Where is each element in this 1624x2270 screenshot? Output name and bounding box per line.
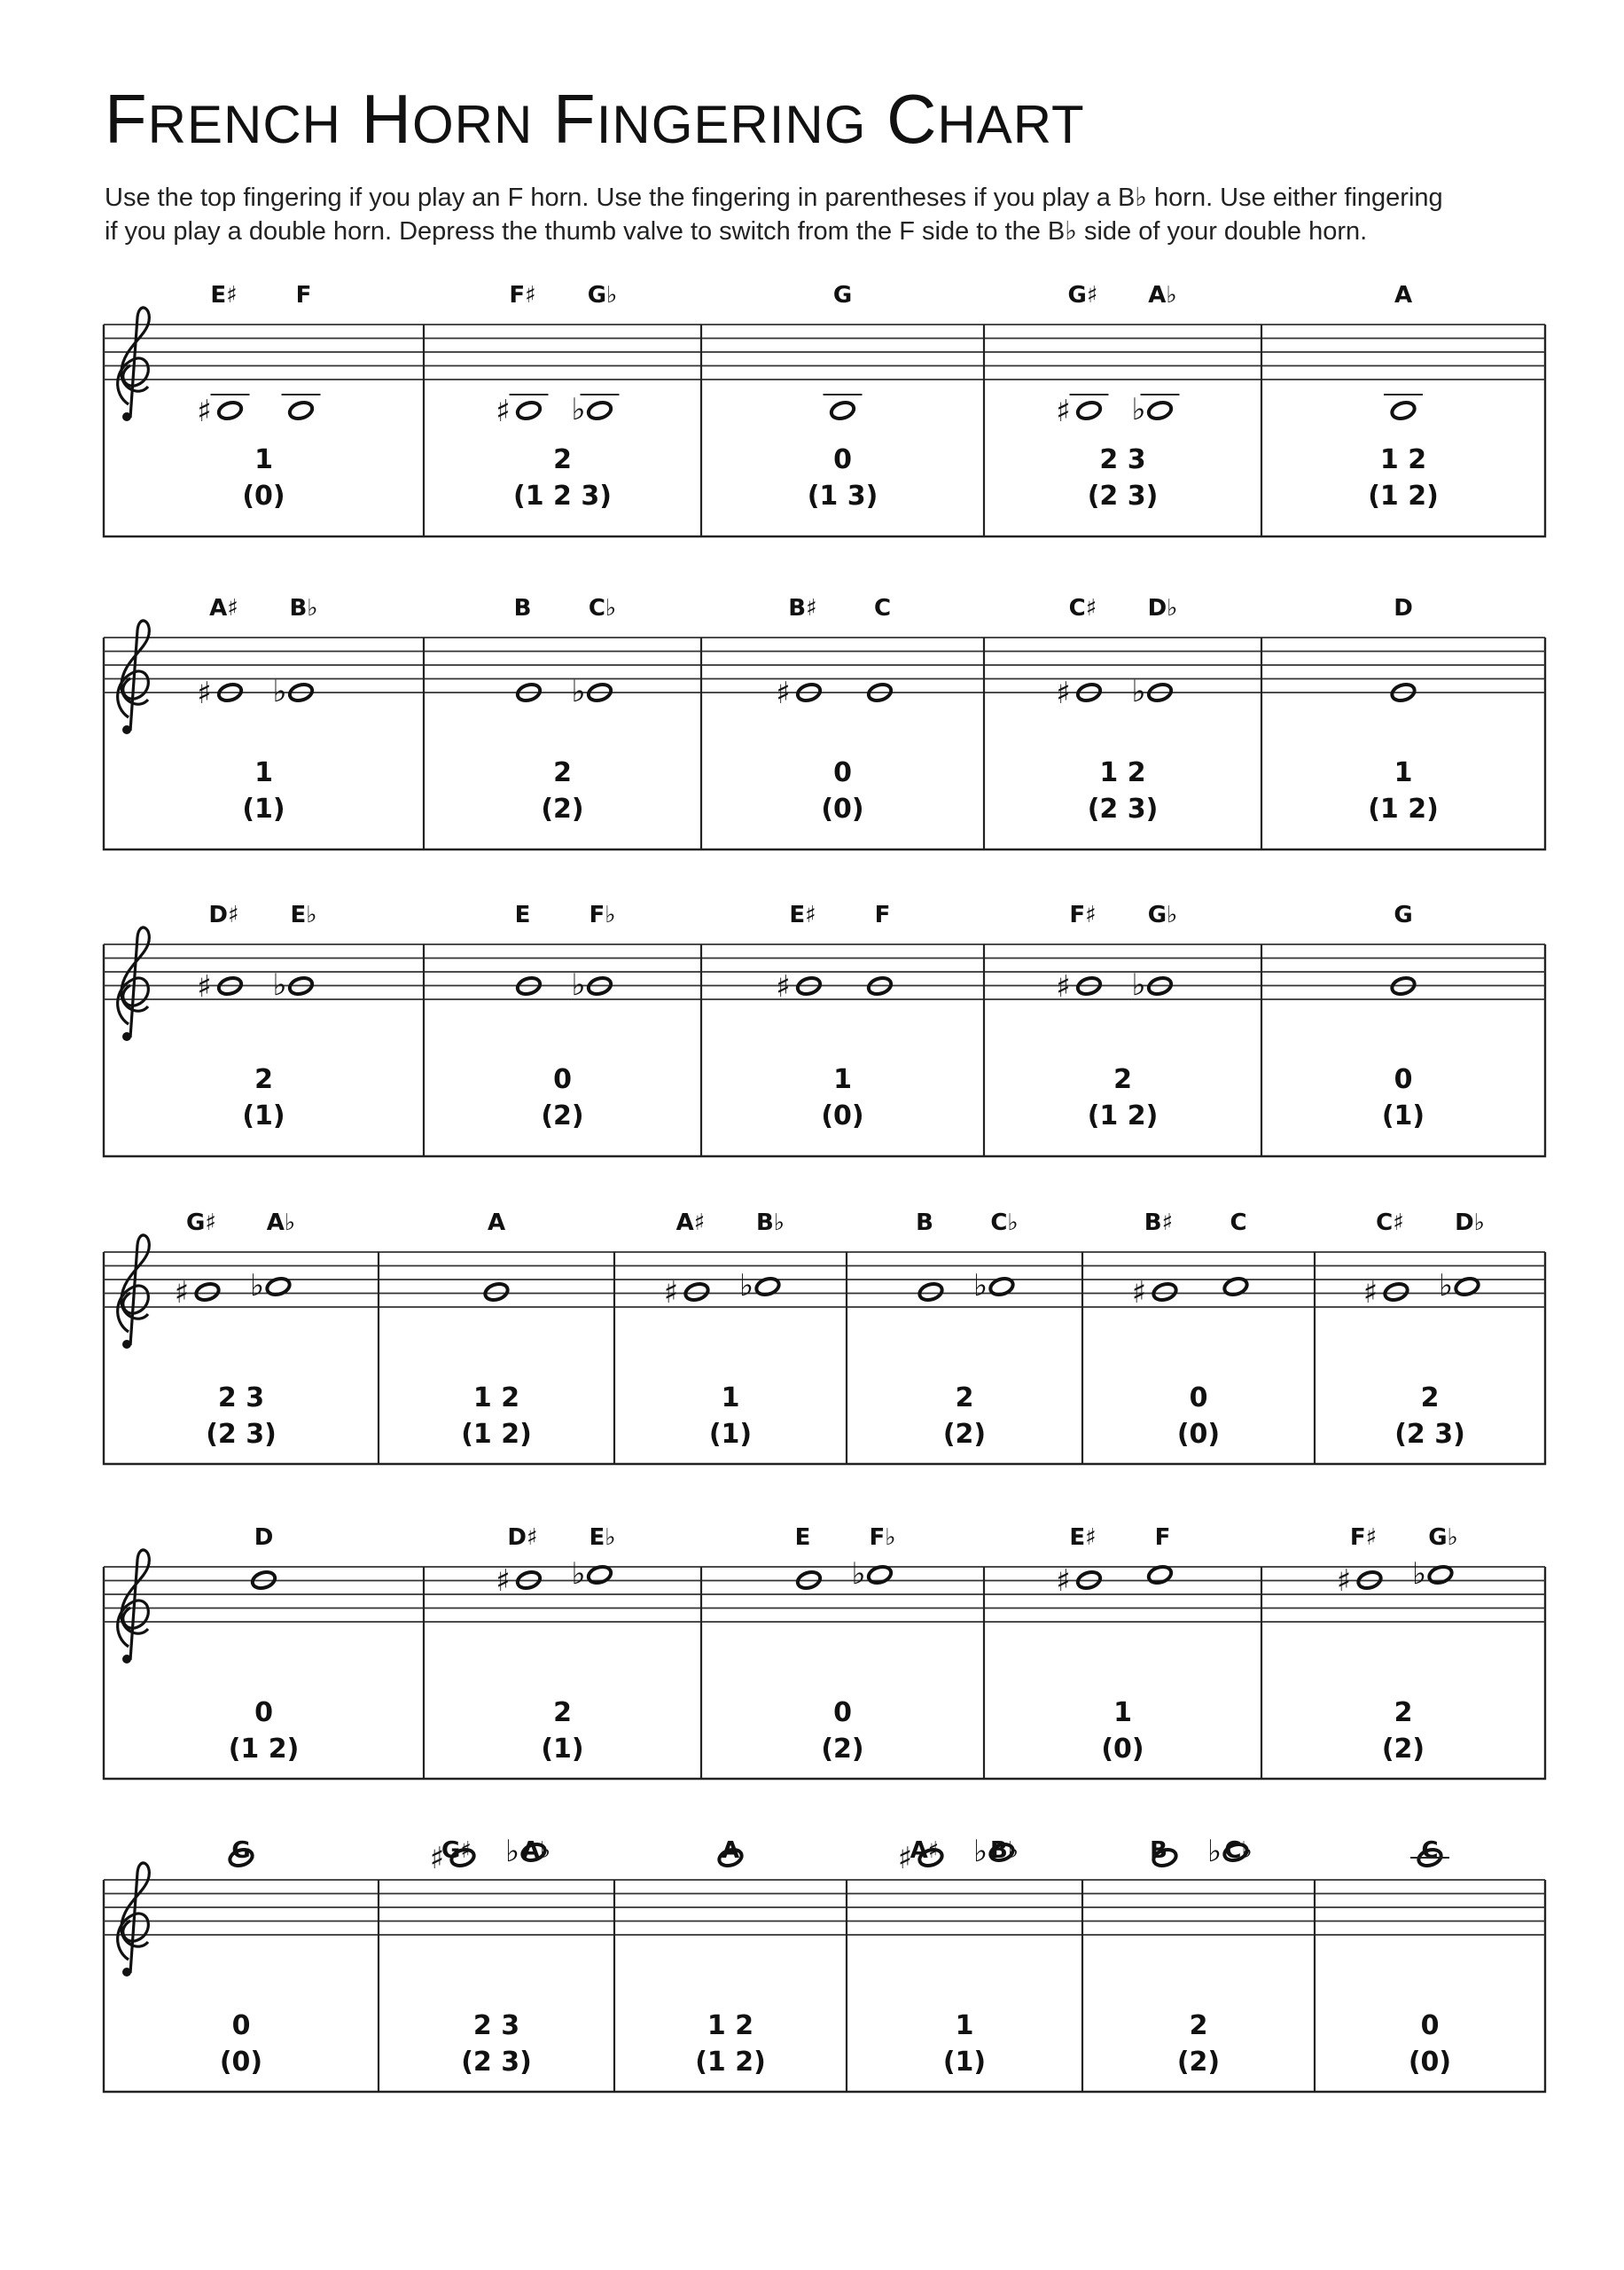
chart-row-3 xyxy=(104,902,1545,1156)
f-horn-fingering: 1 2 xyxy=(1099,757,1146,788)
svg-text:♭: ♭ xyxy=(1411,1556,1427,1592)
fingering-cell xyxy=(808,282,878,512)
svg-text:♭: ♭ xyxy=(249,1268,265,1303)
f-horn-fingering: 1 xyxy=(721,1382,740,1413)
bb-horn-fingering: (0) xyxy=(821,794,864,825)
bb-horn-fingering: (0) xyxy=(1408,2047,1452,2078)
svg-text:♯: ♯ xyxy=(496,394,511,429)
fingering-cell xyxy=(776,595,893,825)
note-head xyxy=(917,1281,944,1303)
f-horn-fingering: 0 xyxy=(1420,2010,1440,2041)
svg-text:♯: ♯ xyxy=(1056,1563,1071,1599)
bb-horn-fingering: (1 3) xyxy=(807,481,878,512)
bb-horn-fingering: (1) xyxy=(242,1100,285,1131)
svg-text:♭: ♭ xyxy=(272,967,287,1003)
svg-text:♭: ♭ xyxy=(1438,1268,1454,1303)
bb-horn-fingering: (2 3) xyxy=(461,2047,532,2078)
bb-horn-fingering: (0) xyxy=(1176,1419,1221,1450)
note-name: E♭ xyxy=(589,1524,616,1551)
fingering-cell xyxy=(1368,282,1439,512)
fingering-cell xyxy=(1056,595,1177,825)
fingering-cell xyxy=(1337,1524,1458,1765)
note-head xyxy=(571,392,619,427)
note-name: G♭ xyxy=(1428,1524,1458,1551)
note-name: F xyxy=(874,902,891,928)
note-name: F♯ xyxy=(1069,902,1097,928)
bb-horn-fingering: (1 2 3) xyxy=(513,481,612,512)
fingering-cell xyxy=(1150,1834,1253,2078)
svg-text:♭: ♭ xyxy=(272,674,287,709)
note-name: C♭ xyxy=(1224,1837,1253,1864)
bb-horn-fingering: (2) xyxy=(1381,1734,1425,1765)
fingering-cell xyxy=(1409,1837,1451,2078)
note-name: G♯ xyxy=(441,1837,472,1864)
svg-text:♯: ♯ xyxy=(897,1841,913,1876)
svg-text:♭: ♭ xyxy=(972,1268,988,1303)
note-name: B♭ xyxy=(755,1209,785,1236)
fingering-cell xyxy=(496,1524,615,1765)
svg-text:♯: ♯ xyxy=(174,1275,190,1311)
fingering-cell xyxy=(916,1209,1019,1450)
note-name: D♯ xyxy=(208,902,239,928)
note-name: D♭ xyxy=(1455,1209,1485,1236)
fingering-cell xyxy=(1132,1209,1249,1450)
svg-text:♯: ♯ xyxy=(1056,676,1071,711)
fingering-cell xyxy=(898,1834,1019,2078)
f-horn-fingering: 0 xyxy=(1394,1064,1413,1095)
f-horn-fingering: 2 xyxy=(553,444,572,475)
note-name: A xyxy=(487,1209,506,1236)
bb-horn-fingering: (2 3) xyxy=(1087,794,1159,825)
chart-row-6 xyxy=(104,1834,1545,2092)
note-head xyxy=(197,394,249,429)
note-name: A♯ xyxy=(675,1209,706,1236)
fingering-cell xyxy=(515,902,616,1131)
bb-horn-fingering: (2 3) xyxy=(1087,481,1159,512)
f-horn-fingering: 2 xyxy=(553,757,572,788)
note-name: E♯ xyxy=(1069,1524,1097,1551)
svg-text:♯: ♯ xyxy=(1336,1563,1352,1599)
bb-horn-fingering: (2) xyxy=(541,1100,584,1131)
fingering-cell xyxy=(220,1837,262,2078)
chart-row-1 xyxy=(104,282,1545,536)
f-horn-fingering: 1 xyxy=(254,757,273,788)
f-horn-fingering: 1 xyxy=(1113,1697,1132,1728)
note-name: A♭ xyxy=(521,1837,551,1864)
f-horn-fingering: 0 xyxy=(231,2010,251,2041)
svg-text:♯: ♯ xyxy=(197,676,212,711)
svg-text:♯: ♯ xyxy=(197,394,212,429)
bb-horn-fingering: (1 2) xyxy=(1368,794,1439,825)
note-head xyxy=(1410,1847,1449,1868)
fingering-cell xyxy=(229,1524,300,1765)
svg-text:♭: ♭ xyxy=(571,392,586,427)
note-name: G♯ xyxy=(1067,282,1098,309)
note-name: B xyxy=(1150,1837,1167,1864)
svg-text:♯: ♯ xyxy=(1056,969,1071,1005)
note-name: D xyxy=(254,1524,274,1551)
note-name: F♭ xyxy=(869,1524,896,1551)
note-head xyxy=(851,1556,893,1592)
svg-text:♯: ♯ xyxy=(1362,1275,1378,1311)
note-name: F♭ xyxy=(589,902,616,928)
svg-text:♯: ♯ xyxy=(776,969,791,1005)
bb-horn-fingering: (1 2) xyxy=(461,1419,532,1450)
f-horn-fingering: 1 xyxy=(833,1064,852,1095)
bb-horn-fingering: (1) xyxy=(942,2047,987,2078)
svg-text:♭: ♭ xyxy=(571,967,586,1003)
note-name: D♭ xyxy=(1147,595,1178,622)
bb-horn-fingering: (0) xyxy=(219,2047,263,2078)
note-name: G xyxy=(1394,902,1413,928)
fingering-cell xyxy=(1382,902,1425,1131)
note-head xyxy=(1412,1556,1454,1592)
f-horn-fingering: 0 xyxy=(1189,1382,1208,1413)
note-name: G xyxy=(832,282,853,309)
fingering-cell xyxy=(514,595,617,825)
fingering-cell xyxy=(197,595,317,825)
bb-horn-fingering: (2) xyxy=(821,1734,864,1765)
bb-horn-fingering: (2) xyxy=(1176,2047,1221,2078)
bb-horn-fingering: (2 3) xyxy=(1394,1419,1465,1450)
note-name: E♭ xyxy=(290,902,317,928)
note-head xyxy=(282,395,321,421)
note-name: E xyxy=(514,902,531,928)
note-head xyxy=(571,1556,613,1592)
f-horn-fingering: 1 xyxy=(254,444,273,475)
fingering-cell xyxy=(695,1837,766,2078)
note-head xyxy=(824,395,863,421)
svg-text:♯: ♯ xyxy=(776,676,791,711)
note-head xyxy=(496,394,548,429)
fingering-cell xyxy=(430,1834,550,2078)
note-name: F xyxy=(295,282,312,309)
f-horn-fingering: 2 xyxy=(553,1697,572,1728)
note-name: A♯ xyxy=(209,595,238,622)
bb-horn-fingering: (0) xyxy=(1101,1734,1144,1765)
intro-line-1: Use the top fingering if you play an F horn. Use the fingering in parentheses if you play a B♭ horn. Use either fingering xyxy=(105,184,1443,212)
bb-horn-fingering: (2 3) xyxy=(206,1419,277,1450)
note-name: B♭ xyxy=(989,1837,1019,1864)
svg-text:♭: ♭ xyxy=(738,1268,754,1303)
note-name: B♯ xyxy=(788,595,817,622)
f-horn-fingering: 2 xyxy=(955,1382,974,1413)
note-head xyxy=(250,1268,292,1303)
note-name: E♯ xyxy=(210,282,238,309)
f-horn-fingering: 2 xyxy=(1394,1697,1413,1728)
svg-text:♯: ♯ xyxy=(496,1563,511,1599)
note-name: C♯ xyxy=(1068,595,1097,622)
fingering-cell xyxy=(461,1209,532,1450)
note-name: A xyxy=(1394,282,1413,309)
note-name: C xyxy=(873,595,892,622)
fingering-cell xyxy=(197,902,316,1131)
f-horn-fingering: 2 xyxy=(254,1064,273,1095)
chart-row-2 xyxy=(104,595,1545,849)
f-horn-fingering: 2 xyxy=(1113,1064,1132,1095)
bb-horn-fingering: (0) xyxy=(821,1100,864,1131)
bb-horn-fingering: (2) xyxy=(541,794,584,825)
note-name: E xyxy=(794,1524,811,1551)
svg-text:♯: ♯ xyxy=(1131,1275,1147,1311)
svg-text:♯: ♯ xyxy=(429,1841,445,1876)
f-horn-fingering: 0 xyxy=(553,1064,572,1095)
bb-horn-fingering: (1) xyxy=(541,1734,584,1765)
chart-row-4 xyxy=(104,1209,1545,1464)
svg-text:♭: ♭ xyxy=(1131,392,1146,427)
note-head xyxy=(1056,676,1102,711)
note-head xyxy=(1056,394,1108,429)
note-head xyxy=(1439,1268,1480,1303)
chart-row-5 xyxy=(104,1524,1545,1779)
svg-text:♭: ♭ xyxy=(571,1556,586,1592)
f-horn-fingering: 1 xyxy=(1394,757,1413,788)
fingering-cell xyxy=(197,282,320,512)
bb-horn-fingering: (1 2) xyxy=(695,2047,766,2078)
intro-line-2: if you play a double horn. Depress the thumb valve to switch from the F side to the B♭ side of your double horn. xyxy=(105,217,1368,246)
svg-text:♭: ♭ xyxy=(851,1556,866,1592)
f-horn-fingering: 0 xyxy=(833,757,852,788)
f-horn-fingering: 2 3 xyxy=(217,1382,265,1413)
bb-horn-fingering: (1 2) xyxy=(1087,1100,1159,1131)
note-name: A♭ xyxy=(1148,282,1177,309)
note-name: F♯ xyxy=(1349,1524,1378,1551)
note-name: C♯ xyxy=(1376,1209,1404,1236)
svg-text:♯: ♯ xyxy=(1056,394,1071,429)
bb-horn-fingering: (1 2) xyxy=(1368,481,1439,512)
note-name: A♭ xyxy=(266,1209,296,1236)
bb-horn-fingering: (0) xyxy=(242,481,285,512)
fingering-cell xyxy=(496,282,619,512)
note-head xyxy=(483,1281,510,1303)
f-horn-fingering: 2 3 xyxy=(1099,444,1146,475)
note-name: C♭ xyxy=(990,1209,1019,1236)
svg-text:♭: ♭ xyxy=(1131,967,1146,1003)
f-horn-fingering: 1 2 xyxy=(472,1382,520,1413)
fingering-cell xyxy=(175,1209,295,1450)
note-name: C xyxy=(1230,1209,1247,1236)
f-horn-fingering: 0 xyxy=(833,444,852,475)
note-name: B♭ xyxy=(289,595,318,622)
note-name: G♭ xyxy=(1147,902,1178,928)
svg-text:♭: ♭ xyxy=(972,1834,988,1869)
fingering-cell xyxy=(776,902,893,1131)
note-name: A♯ xyxy=(910,1837,940,1864)
note-head xyxy=(1384,395,1423,421)
svg-text:♯: ♯ xyxy=(663,1275,679,1311)
svg-text:♭: ♭ xyxy=(1206,1834,1222,1869)
bb-horn-fingering: (1 2) xyxy=(228,1734,300,1765)
svg-text:♭: ♭ xyxy=(504,1834,520,1869)
note-name: C♭ xyxy=(588,595,617,622)
fingering-cell xyxy=(1368,595,1439,825)
note-head xyxy=(197,676,243,711)
f-horn-fingering: 1 xyxy=(955,2010,974,2041)
note-name: C xyxy=(1421,1837,1439,1864)
note-head xyxy=(1131,392,1179,427)
fingering-cell xyxy=(664,1209,785,1450)
note-name: B♯ xyxy=(1144,1209,1174,1236)
note-name: G xyxy=(231,1837,251,1864)
note-name: A xyxy=(721,1837,740,1864)
note-name: F xyxy=(1154,1524,1171,1551)
fingering-cell xyxy=(795,1524,896,1765)
svg-text:♭: ♭ xyxy=(1131,674,1146,709)
f-horn-fingering: 1 2 xyxy=(707,2010,754,2041)
f-horn-fingering: 2 3 xyxy=(472,2010,520,2041)
bb-horn-fingering: (1) xyxy=(242,794,285,825)
note-name: G♯ xyxy=(186,1209,216,1236)
bb-horn-fingering: (1) xyxy=(1381,1100,1425,1131)
bb-horn-fingering: (2) xyxy=(942,1419,987,1450)
note-name: D♯ xyxy=(507,1524,538,1551)
bb-horn-fingering: (1) xyxy=(708,1419,753,1450)
f-horn-fingering: 2 xyxy=(1420,1382,1440,1413)
note-head xyxy=(739,1268,781,1303)
f-horn-fingering: 0 xyxy=(254,1697,273,1728)
note-name: D xyxy=(1394,595,1413,622)
note-name: B xyxy=(916,1209,933,1236)
svg-text:♯: ♯ xyxy=(197,969,212,1005)
note-head xyxy=(776,676,822,711)
note-name: F♯ xyxy=(509,282,536,309)
page-title: FRENCH HORN FINGERING CHART xyxy=(105,80,1085,158)
fingering-cell xyxy=(1056,1524,1173,1765)
f-horn-fingering: 2 xyxy=(1189,2010,1208,2041)
f-horn-fingering: 1 2 xyxy=(1379,444,1427,475)
note-name: B xyxy=(513,595,532,622)
fingering-cell xyxy=(1056,902,1177,1131)
fingering-cell xyxy=(1056,282,1179,512)
note-name: G♭ xyxy=(587,282,618,309)
f-horn-fingering: 0 xyxy=(833,1697,852,1728)
svg-text:♭: ♭ xyxy=(571,674,586,709)
note-head xyxy=(973,1268,1015,1303)
fingering-cell xyxy=(1363,1209,1485,1450)
note-name: E♯ xyxy=(789,902,816,928)
